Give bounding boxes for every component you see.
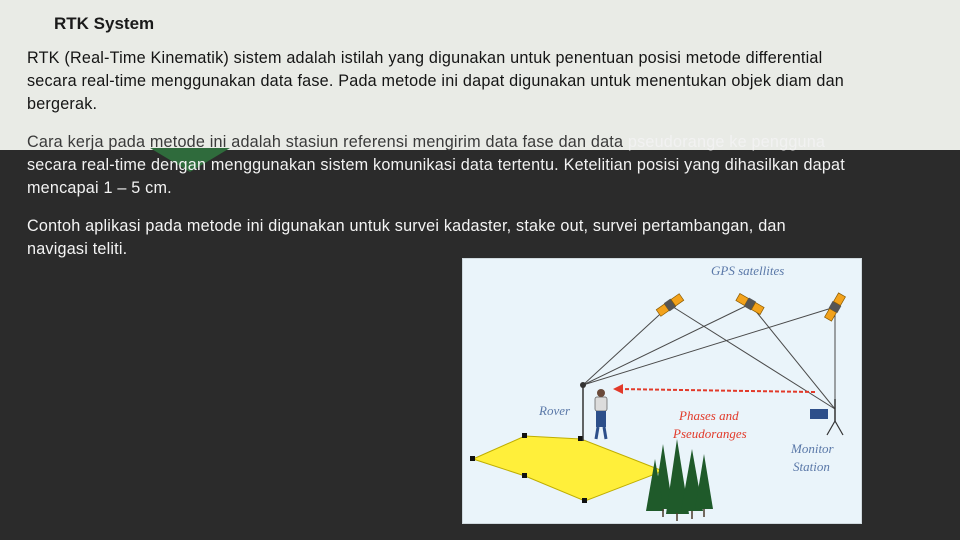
rtk-diagram <box>462 258 862 524</box>
rover-icon <box>580 382 607 441</box>
label-rover: Rover <box>539 403 571 418</box>
satellite-icon-1 <box>656 293 685 317</box>
paragraph-definition: RTK (Real-Time Kinematik) sistem adalah istilah yang digunakan untuk penentuan posisi metode differential secara real-time menggunakan data fase. Pada metode ini dapat digunakan untuk menentukan objek diam dan bergerak. <box>27 49 845 113</box>
paragraph-applications: Contoh aplikasi pada metode ini digunakan untuk survei kadaster, stake out, survei pertambangan, dan navigasi teliti. <box>27 217 786 258</box>
paragraph-working-rest: pseudorange ke pengguna secara real-time dengan menggunakan sistem komunikasi data tertentu. Ketelitian posisi yang dihasilkan dapat mencapai 1 – 5 cm. <box>27 133 845 197</box>
label-gps-satellites: GPS satellites <box>711 263 785 278</box>
label-monitor: Monitor <box>791 441 834 456</box>
signal-lines <box>583 304 835 409</box>
label-station: Station <box>793 459 830 474</box>
slide-title: RTK System <box>54 14 155 33</box>
monitor-station-icon <box>810 399 843 435</box>
paragraph-working-line1: Cara kerja pada metode ini adalah stasiun referensi mengirim data fase dan data <box>27 133 624 151</box>
satellite-icon-2 <box>735 293 764 316</box>
data-link-arrow <box>613 384 815 394</box>
survey-field <box>473 436 663 501</box>
label-phases: Phases and <box>679 408 739 423</box>
label-pseudoranges: Pseudoranges <box>673 426 747 441</box>
paragraph-working-principle <box>27 131 847 200</box>
trees <box>646 439 713 514</box>
rtk-diagram-svg <box>463 259 861 523</box>
